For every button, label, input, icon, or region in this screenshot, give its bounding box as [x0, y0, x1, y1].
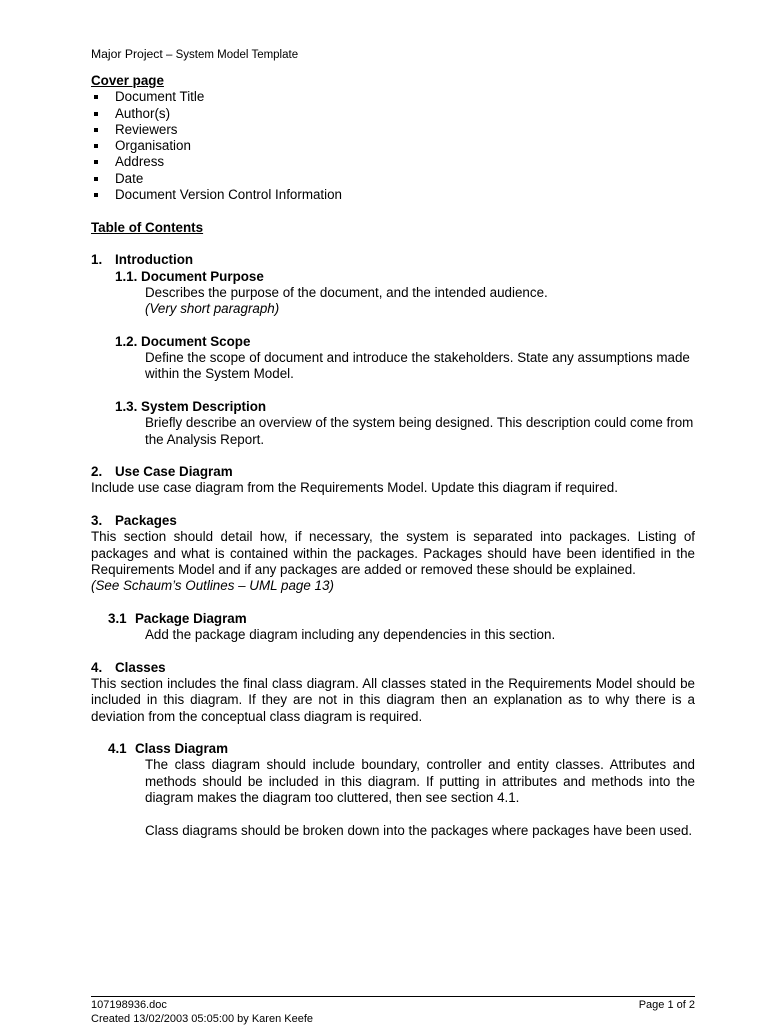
section-title: Packages — [115, 513, 177, 529]
section-4-1-text-2: Class diagrams should be broken down into the packages where packages have been used. — [145, 822, 693, 838]
document-body — [91, 73, 695, 839]
page-header — [91, 46, 298, 63]
section-1-1-note: (Very short paragraph) — [145, 301, 280, 317]
section-number: 3.1 — [108, 610, 127, 626]
cover-page-list — [91, 89, 695, 203]
section-number: 4. — [91, 659, 103, 675]
section-4-heading — [91, 660, 695, 676]
list-item: Date — [91, 171, 695, 187]
section-4-1-text: The class diagram should include boundary, controller and entity classes. Attributes and methods should be included in this diagram. If putting in attributes and methods into the diagram makes the diagram too cluttered, then see section 4.1. — [145, 757, 695, 806]
header-title: System Model Template — [175, 49, 299, 61]
section-1-3-text: Briefly describe an overview of the system being designed. This description could come from the Analysis Report. — [145, 415, 694, 447]
page-footer — [91, 996, 695, 1026]
section-4-text: This section includes the final class diagram. All classes stated in the Requirements Model should be included in this diagram. If they are not in this diagram then an explanation as to why there is a deviation from the conceptual class diagram is required. — [91, 675, 695, 724]
list-item: Document Version Control Information — [91, 187, 695, 203]
section-1-heading — [91, 252, 695, 268]
list-item: Reviewers — [91, 122, 695, 138]
list-item: Author(s) — [91, 106, 695, 122]
section-title: Introduction — [115, 252, 194, 268]
section-1-2-text: Define the scope of document and introduce the stakeholders. State any assumptions made within the System Model. — [145, 350, 690, 382]
header-dash: – — [162, 49, 176, 61]
section-number: 1. — [91, 252, 103, 268]
section-2-heading — [91, 464, 695, 480]
section-1-1-heading: 1.1. Document Purpose — [115, 268, 264, 284]
footer-created: Created 13/02/2003 05:05:00 by Karen Keefe — [91, 1013, 314, 1025]
section-3-heading — [91, 513, 695, 529]
cover-page-heading: Cover page — [91, 73, 164, 88]
header-prefix: Major Project — [91, 47, 163, 61]
section-1-1-text: Describes the purpose of the document, and the intended audience. — [145, 284, 548, 300]
section-number: 2. — [91, 464, 103, 480]
section-3-text: This section should detail how, if necessary, the system is separated into packages. Listing of packages and what is contained within the packages. Packages should have been identified in the Requirements Model and if any packages are added or removed these should be explained. — [91, 529, 695, 577]
section-1-2-heading: 1.2. Document Scope — [115, 333, 251, 349]
list-item: Address — [91, 154, 695, 170]
section-1-3-heading: 1.3. System Description — [115, 398, 267, 414]
section-number: 3. — [91, 513, 103, 529]
section-title: Package Diagram — [135, 610, 247, 626]
section-3-1-heading — [91, 611, 695, 627]
section-title: Use Case Diagram — [115, 464, 233, 480]
section-4-1-heading — [91, 741, 695, 757]
toc-heading: Table of Contents — [91, 219, 204, 235]
footer-page-number: Page 1 of 2 — [638, 999, 695, 1011]
section-title: Class Diagram — [135, 741, 229, 757]
list-item: Organisation — [91, 138, 695, 154]
section-2-text: Include use case diagram from the Requirements Model. Update this diagram if required. — [91, 480, 618, 496]
section-3-reference: (See Schaum’s Outlines – UML page 13) — [91, 578, 334, 594]
footer-filename: 107198936.doc — [91, 999, 167, 1011]
section-title: Classes — [115, 659, 166, 675]
list-item: Document Title — [91, 89, 695, 105]
section-3-1-text: Add the package diagram including any dependencies in this section. — [145, 627, 556, 643]
section-number: 4.1 — [108, 741, 127, 757]
